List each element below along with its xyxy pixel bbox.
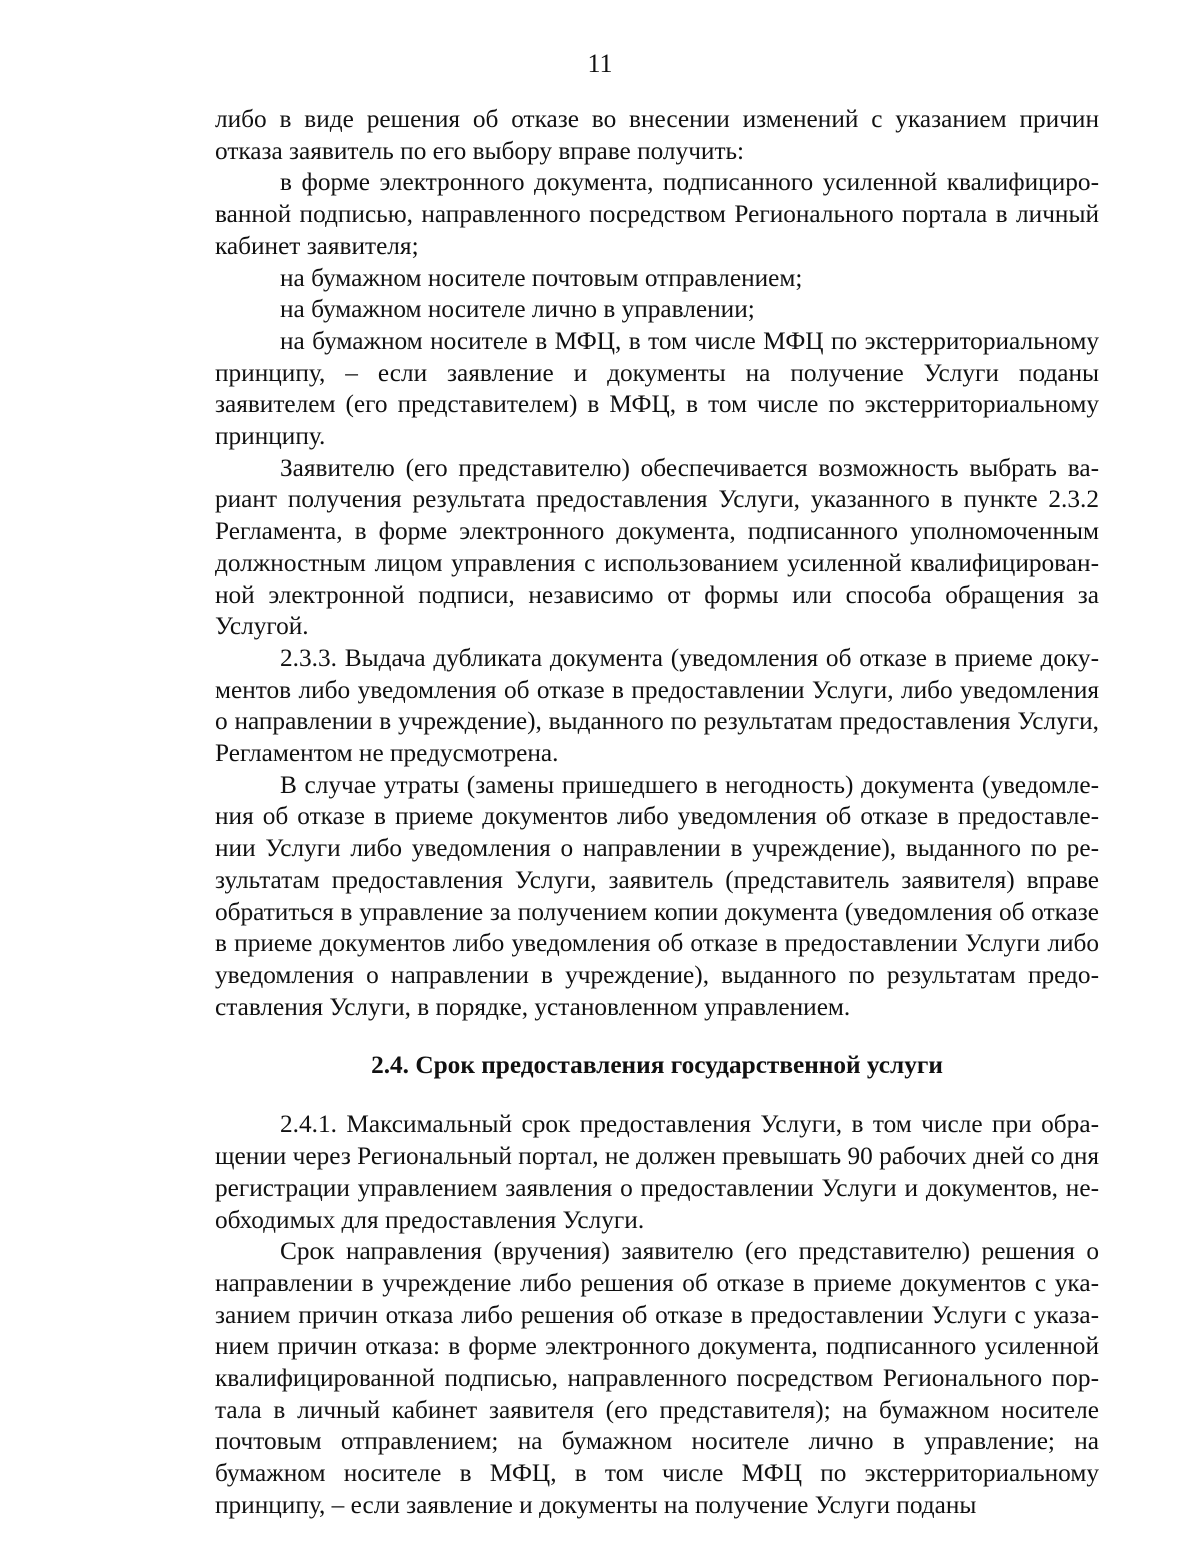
paragraph-postal: на бумажном носителе почтовым отправлением; [280, 263, 803, 292]
paragraph-loss-case: В случае утраты (замены пришедшего в негодность) документа (уведомления об отказе в приеме документов либо уведомления об отказе в предоставлении Услуги либо уведомления о направлении в учреждение), выданного по результатам предоставления Услуги, заявитель (представитель заявителя) вправе обратиться в управление за получением копии документа (уведомления об отказе в приеме документов либо уведомления об отказе в предоставлении Услуги либо уведомления о направлении в учреждение), выданного по результатам предоставления Услуги, в порядке, установленном управлением. [215, 770, 1099, 1021]
paragraph-in-person: на бумажном носителе лично в управлении; [280, 295, 755, 324]
page-number: 11 [587, 49, 613, 78]
paragraph-continuation: либо в виде решения об отказе во внесении изменений с указанием причин отказа заявитель по его выбору вправе получить: [215, 105, 1099, 165]
paragraph-delivery-term: Срок направления (вручения) заявителю (его представителю) решения о направлении в учреждение либо решения об отказе в приеме документов с указанием причин отказа либо решения об отказе в предоставлении Услуги с указанием причин отказа: в форме электронного документа, подписанного усиленной квалифицированной подписью, направленного посредством Регионального портала в личный кабинет заявителя (его представителя); на бумажном носителе почтовым отправлением; на бумажном носителе лично в управление; на бумажном носителе в МФЦ, в том числе МФЦ по экстерриториальному принципу, – если заявление и документы на получение Услуги поданы [215, 1237, 1099, 1519]
section-heading-2-4: 2.4. Срок предоставления государственной услуги [371, 1051, 943, 1080]
paragraph-electronic-form: в форме электронного документа, подписанного усиленной квалифицированной подписью, направленного посредством Регионального портала в личный кабинет заявителя; [215, 168, 1099, 260]
document-body [215, 104, 1099, 1522]
paragraph-choice-option: Заявителю (его представителю) обеспечивается возможность выбрать вариант получения результата предоставления Услуги, указанного в пункте 2.3.2 Регламента, в форме электронного документа, подписанного уполномоченным должностным лицом управления с использованием усиленной квалифицированной электронной подписи, независимо от формы или способа обращения за Услугой. [215, 453, 1099, 641]
paragraph-2-4-1: 2.4.1. Максимальный срок предоставления Услуги, в том числе при обращении через Региональный портал, не должен превышать 90 рабочих дней со дня регистрации управлением заявления о предоставлении Услуги и документов, необходимых для предоставления Услуги. [215, 1110, 1099, 1234]
paragraph-mfc: на бумажном носителе в МФЦ, в том числе МФЦ по экстерриториальному принципу, – если заявление и документы на получение Услуги поданы заявителем (его представителем) в МФЦ, в том числе по экстерриториальному принципу. [215, 326, 1099, 451]
paragraph-2-3-3: 2.3.3. Выдача дубликата документа (уведомления об отказе в приеме документов либо уведомления об отказе в предоставлении Услуги, либо уведомления о направлении в учреждение), выданного по результатам предоставления Услуги, Регламентом не предусмотрена. [215, 643, 1099, 768]
